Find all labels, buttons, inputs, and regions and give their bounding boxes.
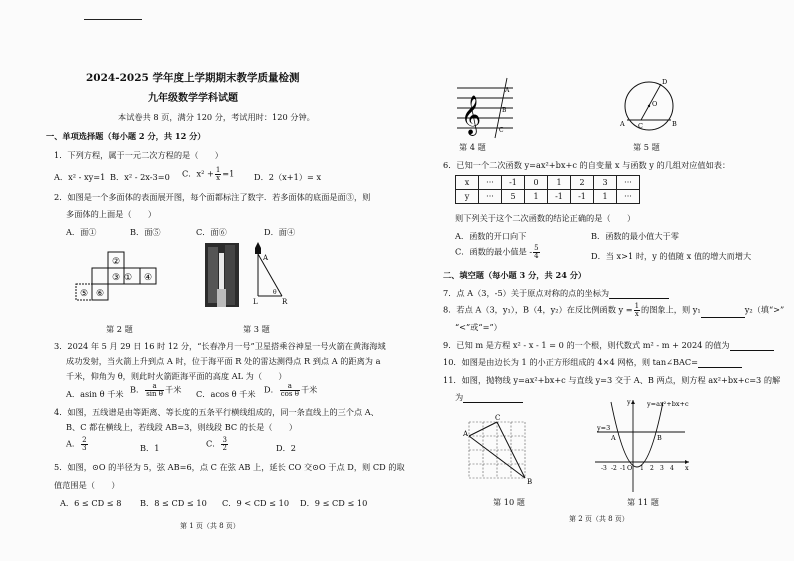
q3-figure-caption: 第 3 题 xyxy=(243,324,270,334)
q11-curve-label: y=ax²+bx+c xyxy=(647,400,689,408)
q3-rocket-photo xyxy=(205,243,239,307)
q11-line1: 11．如图，抛物线 y=ax²+bx+c 与直线 y=3 交于 A、B 两点，则方程 ax²+bx+c=3 的解 xyxy=(443,375,781,385)
q5-figure-caption: 第 5 题 xyxy=(633,142,660,152)
q7-answer-blank[interactable] xyxy=(609,290,669,299)
q2-figure-caption: 第 2 题 xyxy=(106,324,133,334)
q4-option-a: A． $\frac{2}{3}$ xyxy=(66,436,87,452)
q2-face-5: ⑤ xyxy=(79,289,89,299)
q10-figure-caption: 第 10 题 xyxy=(493,497,525,507)
header-rule xyxy=(84,19,142,20)
q11-tick-1: 1 xyxy=(640,465,644,472)
q3-option-b: B． $\frac{a}{\text{sin θ}}$ 千米 xyxy=(130,382,182,398)
q5-label-a: A xyxy=(620,120,625,128)
q1-option-c: C．x² + $\frac{1}{x}$ =1 xyxy=(182,166,235,182)
q4-option-d: D．2 xyxy=(276,443,296,453)
q7: 7．点 A（3，-5）关于原点对称的点的坐标为 xyxy=(443,288,669,299)
q11-tick-m2: -2 xyxy=(611,465,617,472)
q6-y-0: y xyxy=(456,190,479,204)
q11-point-o: O xyxy=(627,464,633,472)
q10: 10．如图是由边长为 1 的小正方形组成的 4×4 网格，则 tan∠BAC= xyxy=(443,357,742,368)
q5-option-b: B．8 ≤ CD ≤ 10 xyxy=(140,498,207,508)
q3-label-r: R xyxy=(282,298,288,306)
q6-y-4: -1 xyxy=(548,190,571,204)
q3-label-theta: θ xyxy=(273,289,277,296)
exam-note: 本试卷共 8 页，满分 120 分，考试用时：120 分钟。 xyxy=(118,112,315,122)
q11-axis-y: y xyxy=(627,398,631,406)
q2-option-b: B．面⑤ xyxy=(130,227,161,237)
q5-option-c: C．9 < CD ≤ 10 xyxy=(222,498,290,508)
q9-answer-blank[interactable] xyxy=(730,342,774,351)
q11-tick-m3: -3 xyxy=(601,465,607,472)
treble-clef-icon: 𝄞 xyxy=(461,95,482,135)
q6-x-5: 2 xyxy=(571,176,594,190)
q4-label-b: B xyxy=(502,107,507,114)
q6-x-6: 3 xyxy=(594,176,617,190)
q5-option-a: A．6 ≤ CD ≤ 8 xyxy=(60,498,122,508)
q11-tick-4: 4 xyxy=(670,465,674,472)
q6-line2: 则下列关于这个二次函数的结论正确的是（ ） xyxy=(455,213,636,223)
q4-label-a: A xyxy=(505,87,510,94)
q6-y-5: -1 xyxy=(571,190,594,204)
q1-option-d: D．2（x+1）= x xyxy=(254,172,322,182)
q5-circle-figure xyxy=(617,76,687,138)
q3-line1: 3．2024 年 5 月 29 日 16 时 12 分，“长春净月一号”卫星搭乘谷神星一号火箭在黄海海域 xyxy=(54,341,386,351)
q1-stem: 1．下列方程，属于一元二次方程的是（ ） xyxy=(54,150,223,160)
q6-value-table xyxy=(455,175,640,204)
q6-option-b: B．函数的最小值大于零 xyxy=(591,231,679,241)
q3-label-l: L xyxy=(253,298,258,306)
q5-label-o: O xyxy=(652,100,658,108)
q2-net-figure xyxy=(76,250,166,310)
q5-label-d: D xyxy=(662,78,668,86)
q6-option-c: C．函数的最小值是 - $\frac{5}{4}$ xyxy=(455,244,539,260)
page-2 xyxy=(397,0,794,561)
q11-line-label: y=3 xyxy=(597,424,611,432)
q6-row-y xyxy=(456,190,640,204)
q5-line1: 5．如图，⊙O 的半径为 5，弦 AB=6，点 C 在弦 AB 上，延长 CO 交⊙O 于点 D，则 CD 的取 xyxy=(54,462,405,472)
q6-x-7: ··· xyxy=(617,176,640,190)
q11-figure-caption: 第 11 题 xyxy=(627,497,659,507)
q2-face-4: ④ xyxy=(143,273,153,283)
q4-staff-figure xyxy=(455,78,515,138)
q4-figure-caption: 第 4 题 xyxy=(459,142,486,152)
q3-label-a: A xyxy=(263,254,269,262)
q11-axis-x: x xyxy=(685,464,689,472)
page1-footer: 第 1 页（共 8 页） xyxy=(180,522,240,530)
q1-option-a: A．x² - xy=1 xyxy=(54,172,106,182)
q10-label-a: A xyxy=(463,430,469,438)
q11-tick-3: 3 xyxy=(660,465,664,472)
page2-footer: 第 2 页（共 8 页） xyxy=(569,515,629,523)
q10-answer-blank[interactable] xyxy=(698,359,742,368)
q2-face-2: ② xyxy=(111,257,121,267)
q6-line1: 6．已知一个二次函数 y=ax²+bx+c 的自变量 x 与函数 y 的几组对应值如表： xyxy=(443,160,731,170)
q2-option-c: C．面⑥ xyxy=(196,227,227,237)
q2-option-a: A．面① xyxy=(66,227,97,237)
q2-face-6: ⑥ xyxy=(95,289,105,299)
q2-face-3: ③ xyxy=(111,273,121,283)
q3-rocket-icon xyxy=(255,242,261,254)
q5-option-d: D．9 ≤ CD ≤ 10 xyxy=(300,498,368,508)
q11-tick-m1: -1 xyxy=(620,465,626,472)
q10-label-b: B xyxy=(527,478,533,486)
q11-tick-2: 2 xyxy=(650,465,654,472)
q11-point-a: A xyxy=(611,434,616,442)
q6-y-1: ··· xyxy=(479,190,502,204)
q5-label-b: B xyxy=(672,120,677,128)
q11-line2: 为 xyxy=(455,392,523,403)
q9: 9．已知 m 是方程 x² - x - 1 = 0 的一个根，则代数式 m² - m + 2024 的值为 xyxy=(443,340,774,351)
q6-y-6: 1 xyxy=(594,190,617,204)
q6-option-d: D．当 x>1 时，y 的值随 x 值的增大而增大 xyxy=(591,251,752,261)
q6-y-7: ··· xyxy=(617,190,640,204)
section2-heading: 二、填空题（每小题 3 分，共 24 分） xyxy=(443,270,587,280)
q4-line2: B、C 都在横线上，若线段 AB=3，则线段 BC 的长是（ ） xyxy=(66,422,298,432)
q2-option-d: D．面④ xyxy=(264,227,296,237)
q1-option-b: B．x² - 2x-3=0 xyxy=(110,172,170,182)
q3-line2: 成功发射，当火箭上升到点 A 时，位于海平面 R 处的雷达测得点 R 到点 A 的距离为 a xyxy=(66,356,381,366)
q8-line1: 8．若点 A（3，y₁），B（4，y₂）在反比例函数 y = $\frac{1}{x}$ 的图象上，则 y₁ y₂（填“>” xyxy=(443,302,785,318)
q8-line2: “<”或“=”） xyxy=(455,322,502,332)
q6-x-1: ··· xyxy=(479,176,502,190)
q2-line1: 2．如图是一个多面体的表面展开图，每个面都标注了数字．若多面体的底面是面③，则 xyxy=(54,192,371,202)
section1-heading: 一、单项选择题（每小题 2 分，共 12 分） xyxy=(46,131,206,141)
q6-row-x xyxy=(456,176,640,190)
q2-line2: 多面体的上面是（ ） xyxy=(66,209,157,219)
q10-label-c: C xyxy=(495,414,501,422)
q11-point-b: B xyxy=(657,434,662,442)
q4-line1: 4．如图，五线谱是由等距离、等长度的五条平行横线组成的，同一条直线上的三个点 A、 xyxy=(54,407,379,417)
q5-line2: 值范围是（ ） xyxy=(54,480,120,490)
q6-y-2: 5 xyxy=(502,190,525,204)
q3-option-a: A．asin θ 千米 xyxy=(66,389,124,399)
q6-option-a: A．函数的开口向下 xyxy=(455,231,527,241)
q6-x-0: x xyxy=(456,176,479,190)
q3-line3: 千米，仰角为 θ，则此时火箭距海平面的高度 AL 为（ ） xyxy=(66,371,287,381)
q4-option-c: C． $\frac{3}{2}$ xyxy=(206,436,227,452)
q6-x-2: -1 xyxy=(502,176,525,190)
q6-y-3: 1 xyxy=(525,190,548,204)
q10-grid-figure xyxy=(463,412,543,492)
q4-option-b: B．1 xyxy=(140,443,160,453)
exam-subject: 九年级数学学科试题 xyxy=(148,93,238,104)
q3-triangle-figure xyxy=(252,240,292,306)
q3-option-c: C．acos θ 千米 xyxy=(196,389,256,399)
q6-x-3: 0 xyxy=(525,176,548,190)
q11-answer-blank[interactable] xyxy=(463,394,523,403)
q6-x-4: 1 xyxy=(548,176,571,190)
q2-face-1: ① xyxy=(123,273,133,283)
q3-option-d: D． $\frac{a}{\text{cos θ}}$ 千米 xyxy=(264,382,318,398)
q11-parabola-figure xyxy=(593,396,693,496)
q4-label-c: C xyxy=(499,127,504,134)
q5-label-c: C xyxy=(638,122,643,130)
exam-title: 2024-2025 学年度上学期期末教学质量检测 xyxy=(86,72,300,84)
q8-answer-blank[interactable] xyxy=(701,309,745,318)
